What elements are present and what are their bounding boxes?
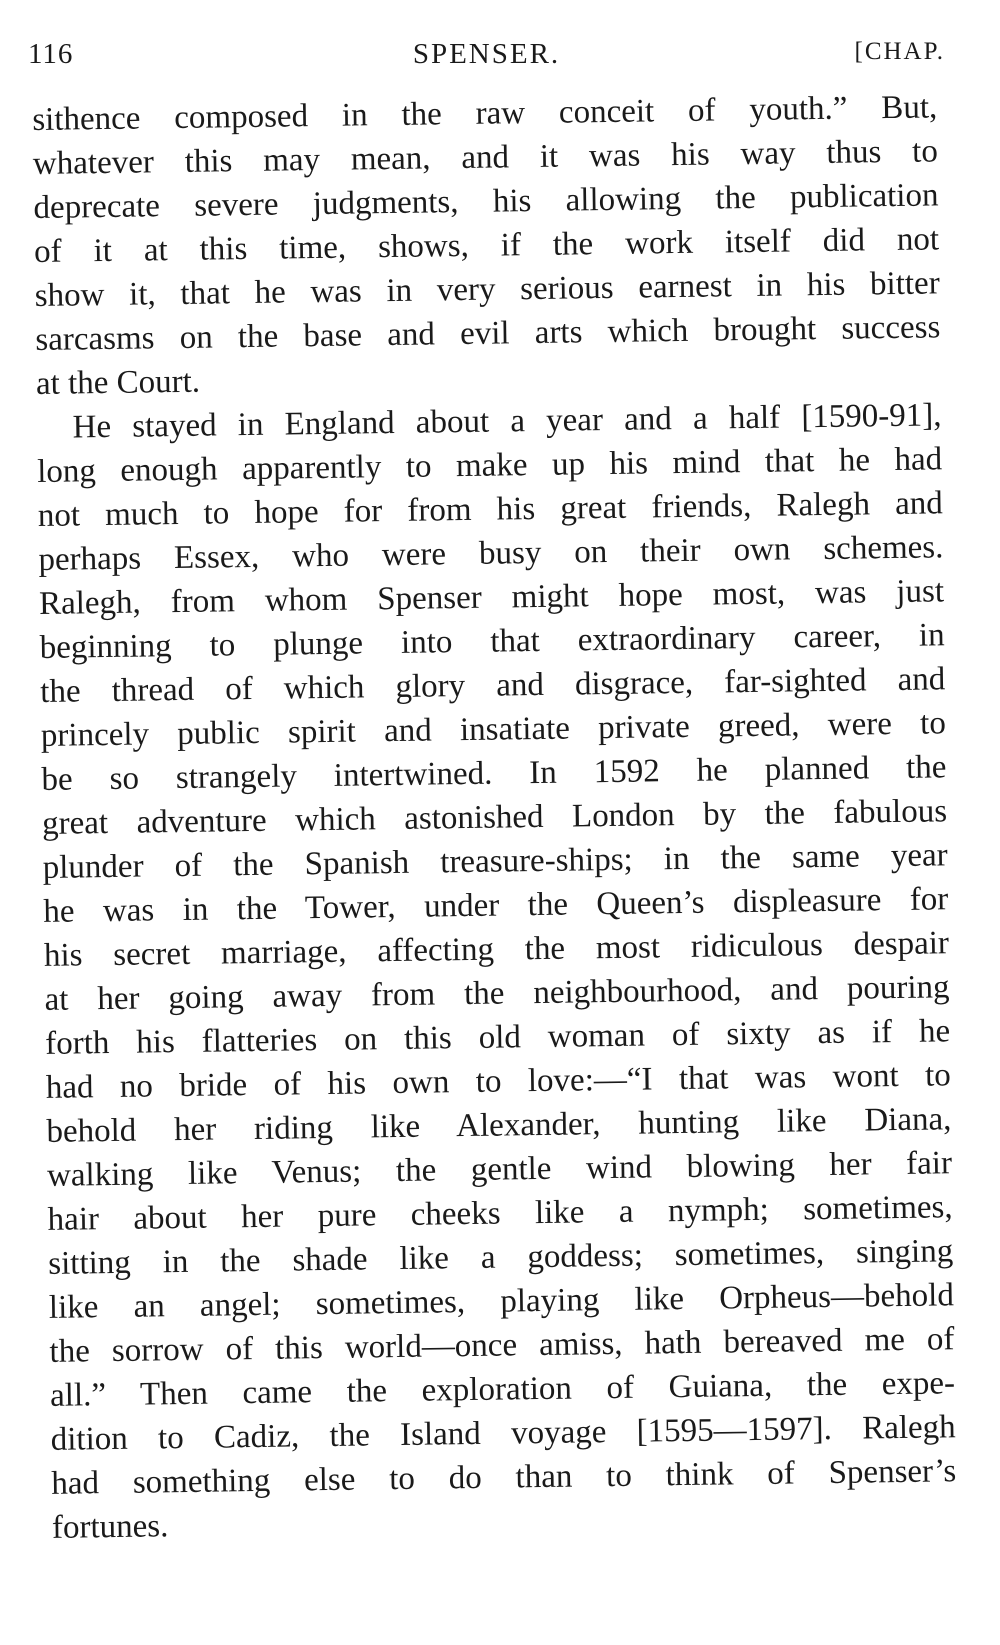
text-line: be so strangely intertwined. In 1592 he planned the	[41, 749, 947, 798]
text-line: had no bride of his own to love:—“I that was wont to	[45, 1057, 951, 1106]
text-line: princely public spirit and insatiate private greed, were to	[40, 705, 947, 754]
text-line: all.” Then came the exploration of Guiana, the expe-	[49, 1365, 956, 1414]
text-line: sarcasms on the base and evil arts which brought success	[35, 309, 941, 358]
text-line: of it at this time, shows, if the work itself did not	[33, 221, 940, 270]
paragraph	[32, 85, 941, 406]
body-text	[32, 85, 957, 1549]
text-line: hair about her pure cheeks like a nymph; sometimes,	[47, 1189, 953, 1238]
text-line: he was in the Tower, under the Queen’s displeasure for	[43, 881, 949, 930]
text-line: sitting in the shade like a goddess; sometimes, singing	[48, 1233, 954, 1282]
text-line: like an angel; sometimes, playing like Orpheus—behold	[48, 1277, 955, 1326]
text-line: had something else to do than to think of Spenser’s	[51, 1453, 957, 1502]
text-line: plunder of the Spanish treasure-ships; in the same year	[42, 837, 948, 886]
text-line: at her going away from the neighbourhood, and pouring	[44, 969, 950, 1018]
paragraph	[36, 393, 957, 1550]
text-line: He stayed in England about a year and a half [1590-91],	[72, 397, 942, 446]
text-line: sithence composed in the raw conceit of youth.” But,	[32, 89, 938, 138]
text-line: dition to Cadiz, the Island voyage [1595—1597]. Ralegh	[50, 1409, 956, 1458]
text-line: walking like Venus; the gentle wind blowing her fair	[46, 1145, 953, 1194]
text-line: his secret marriage, affecting the most ridiculous despair	[43, 925, 950, 974]
running-title: SPENSER.	[412, 38, 561, 70]
text-line: long enough apparently to make up his mind that he had	[36, 441, 943, 490]
text-line: behold her riding like Alexander, hunting like Diana,	[46, 1101, 952, 1150]
text-line: show it, that he was in very serious earnest in his bitter	[34, 265, 940, 314]
text-line: at the Court.	[35, 363, 201, 402]
page-header	[28, 38, 945, 78]
text-line: deprecate severe judgments, his allowing the publication	[33, 177, 939, 226]
text-line: Ralegh, from whom Spenser might hope most, was just	[38, 573, 945, 622]
chapter-marker: [CHAP.	[854, 38, 945, 65]
text-line: not much to hope for from his great friends, Ralegh and	[37, 485, 943, 534]
text-line: beginning to plunge into that extraordinary career, in	[39, 617, 945, 666]
text-line: perhaps Essex, who were busy on their own schemes.	[38, 529, 944, 578]
text-line: forth his flatteries on this old woman of sixty as if he	[44, 1013, 951, 1062]
text-line: the thread of which glory and disgrace, far-sighted and	[40, 661, 946, 710]
text-line: fortunes.	[51, 1508, 169, 1546]
page-number: 116	[28, 38, 74, 70]
text-line: the sorrow of this world—once amiss, hath bereaved me of	[49, 1321, 955, 1370]
text-line: whatever this may mean, and it was his way thus to	[32, 133, 939, 182]
text-line: great adventure which astonished London by the fabulous	[41, 793, 948, 842]
